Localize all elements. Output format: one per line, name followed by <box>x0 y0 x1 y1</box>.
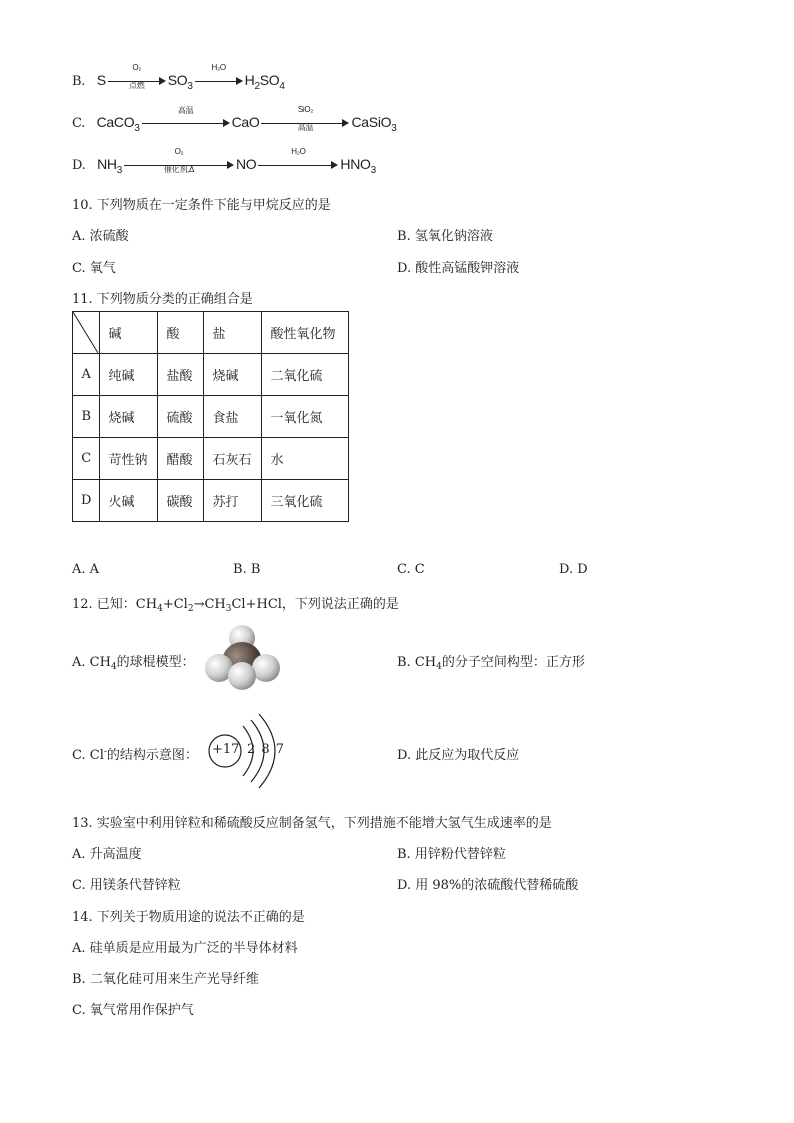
reaction-arrow: H₂O <box>195 74 243 88</box>
nucleus-charge: +17 <box>212 742 240 757</box>
option-label: B. <box>72 74 86 89</box>
table-cell: 苛性钠 <box>100 438 158 480</box>
q14-option-b[interactable]: B. 二氧化硅可用来生产光导纤维 <box>72 972 259 987</box>
question-12-stem: 12. 已知：$CH_4+Cl_2\to CH_3Cl+HCl$，下列说法正确的是 <box>72 597 399 614</box>
table-cell: 烧碱 <box>204 354 262 396</box>
table-header: 盐 <box>204 312 262 354</box>
q14-option-c[interactable]: C. 氧气常用作保护气 <box>72 1003 194 1018</box>
table-row <box>73 396 349 438</box>
reaction-c: C. CaCO$_3$ 高温 CaO SiO₂ 高温 CaSiO$_3$ <box>72 105 397 134</box>
table-row <box>73 354 349 396</box>
q14-option-a[interactable]: A. 硅单质是应用最为广泛的半导体材料 <box>72 941 298 956</box>
table-cell: 醋酸 <box>158 438 204 480</box>
q12-option-a[interactable]: A. $CH_4$的球棍模型： <box>72 655 195 672</box>
reaction-d: D. $NH_3$ O₂ 催化剂,Δ NO H₂O $HNO_3$ <box>72 147 376 176</box>
table-cell: 三氧化硫 <box>262 480 349 522</box>
q10-option-d[interactable]: D. 酸性高锰酸钾溶液 <box>397 261 520 276</box>
table-cell: 火碱 <box>100 480 158 522</box>
table-cell: C <box>73 438 100 480</box>
q10-option-c[interactable]: C. 氧气 <box>72 261 116 276</box>
q13-option-d[interactable]: D. 用 98%的浓硫酸代替稀硫酸 <box>397 878 579 893</box>
reaction-arrow: SiO₂ 高温 <box>261 116 349 130</box>
table-cell: B <box>73 396 100 438</box>
table-row <box>73 480 349 522</box>
table-cell: 水 <box>262 438 349 480</box>
table-cell: D <box>73 480 100 522</box>
table-cell: 烧碱 <box>100 396 158 438</box>
table-header: 酸 <box>158 312 204 354</box>
table-cell: 二氧化硫 <box>262 354 349 396</box>
question-13-stem: 13. 实验室中利用锌粒和稀硫酸反应制备氢气，下列措施不能增大氢气生成速率的是 <box>72 816 552 831</box>
question-14-stem: 14. 下列关于物质用途的说法不正确的是 <box>72 910 305 925</box>
reaction-arrow: H₂O <box>258 158 338 172</box>
table-cell: 苏打 <box>204 480 262 522</box>
table-cell: 碳酸 <box>158 480 204 522</box>
q12-option-d[interactable]: D. 此反应为取代反应 <box>397 748 520 763</box>
table-header: 碱 <box>100 312 158 354</box>
q11-option-a[interactable]: A. A <box>72 562 100 577</box>
chloride-ion-structure-diagram <box>205 712 295 792</box>
option-label: C. <box>72 116 86 131</box>
table-cell: 食盐 <box>204 396 262 438</box>
table-cell: 纯碱 <box>100 354 158 396</box>
table-row <box>73 438 349 480</box>
table-cell: 一氧化氮 <box>262 396 349 438</box>
q13-option-c[interactable]: C. 用镁条代替锌粒 <box>72 878 181 893</box>
q10-option-b[interactable]: B. 氢氧化钠溶液 <box>397 229 493 244</box>
question-11-stem: 11. 下列物质分类的正确组合是 <box>72 292 253 307</box>
table-cell: 石灰石 <box>204 438 262 480</box>
table-header: 酸性氧化物 <box>262 312 349 354</box>
diagonal-corner-cell <box>73 312 100 354</box>
table-cell: 盐酸 <box>158 354 204 396</box>
q12-option-b[interactable]: B. $CH_4$的分子空间构型：正方形 <box>397 655 585 672</box>
table-header-row <box>73 312 349 354</box>
q11-option-d[interactable]: D. D <box>559 562 588 577</box>
reaction-arrow: 高温 <box>142 116 230 130</box>
option-label: D. <box>72 158 86 173</box>
q11-option-b[interactable]: B. B <box>233 562 261 577</box>
table-cell: 硫酸 <box>158 396 204 438</box>
question-10-stem: 10. 下列物质在一定条件下能与甲烷反应的是 <box>72 198 331 213</box>
methane-ball-stick-model <box>198 622 286 692</box>
electron-counts: 2 8 7 <box>247 742 285 757</box>
q11-option-c[interactable]: C. C <box>397 562 425 577</box>
reaction-arrow: O₂ 点燃 <box>108 74 166 88</box>
q13-option-b[interactable]: B. 用锌粉代替锌粒 <box>397 847 506 862</box>
reaction-arrow: O₂ 催化剂,Δ <box>124 158 234 172</box>
q13-option-a[interactable]: A. 升高温度 <box>72 847 142 862</box>
reaction-b: B. S O₂ 点燃 $SO_3$ H₂O $H_2SO_4$ <box>72 63 285 92</box>
q10-option-a[interactable]: A. 浓硫酸 <box>72 229 129 244</box>
q12-option-c[interactable]: C. Cl-的结构示意图： <box>72 747 198 763</box>
table-cell: A <box>73 354 100 396</box>
classification-table <box>72 311 349 522</box>
